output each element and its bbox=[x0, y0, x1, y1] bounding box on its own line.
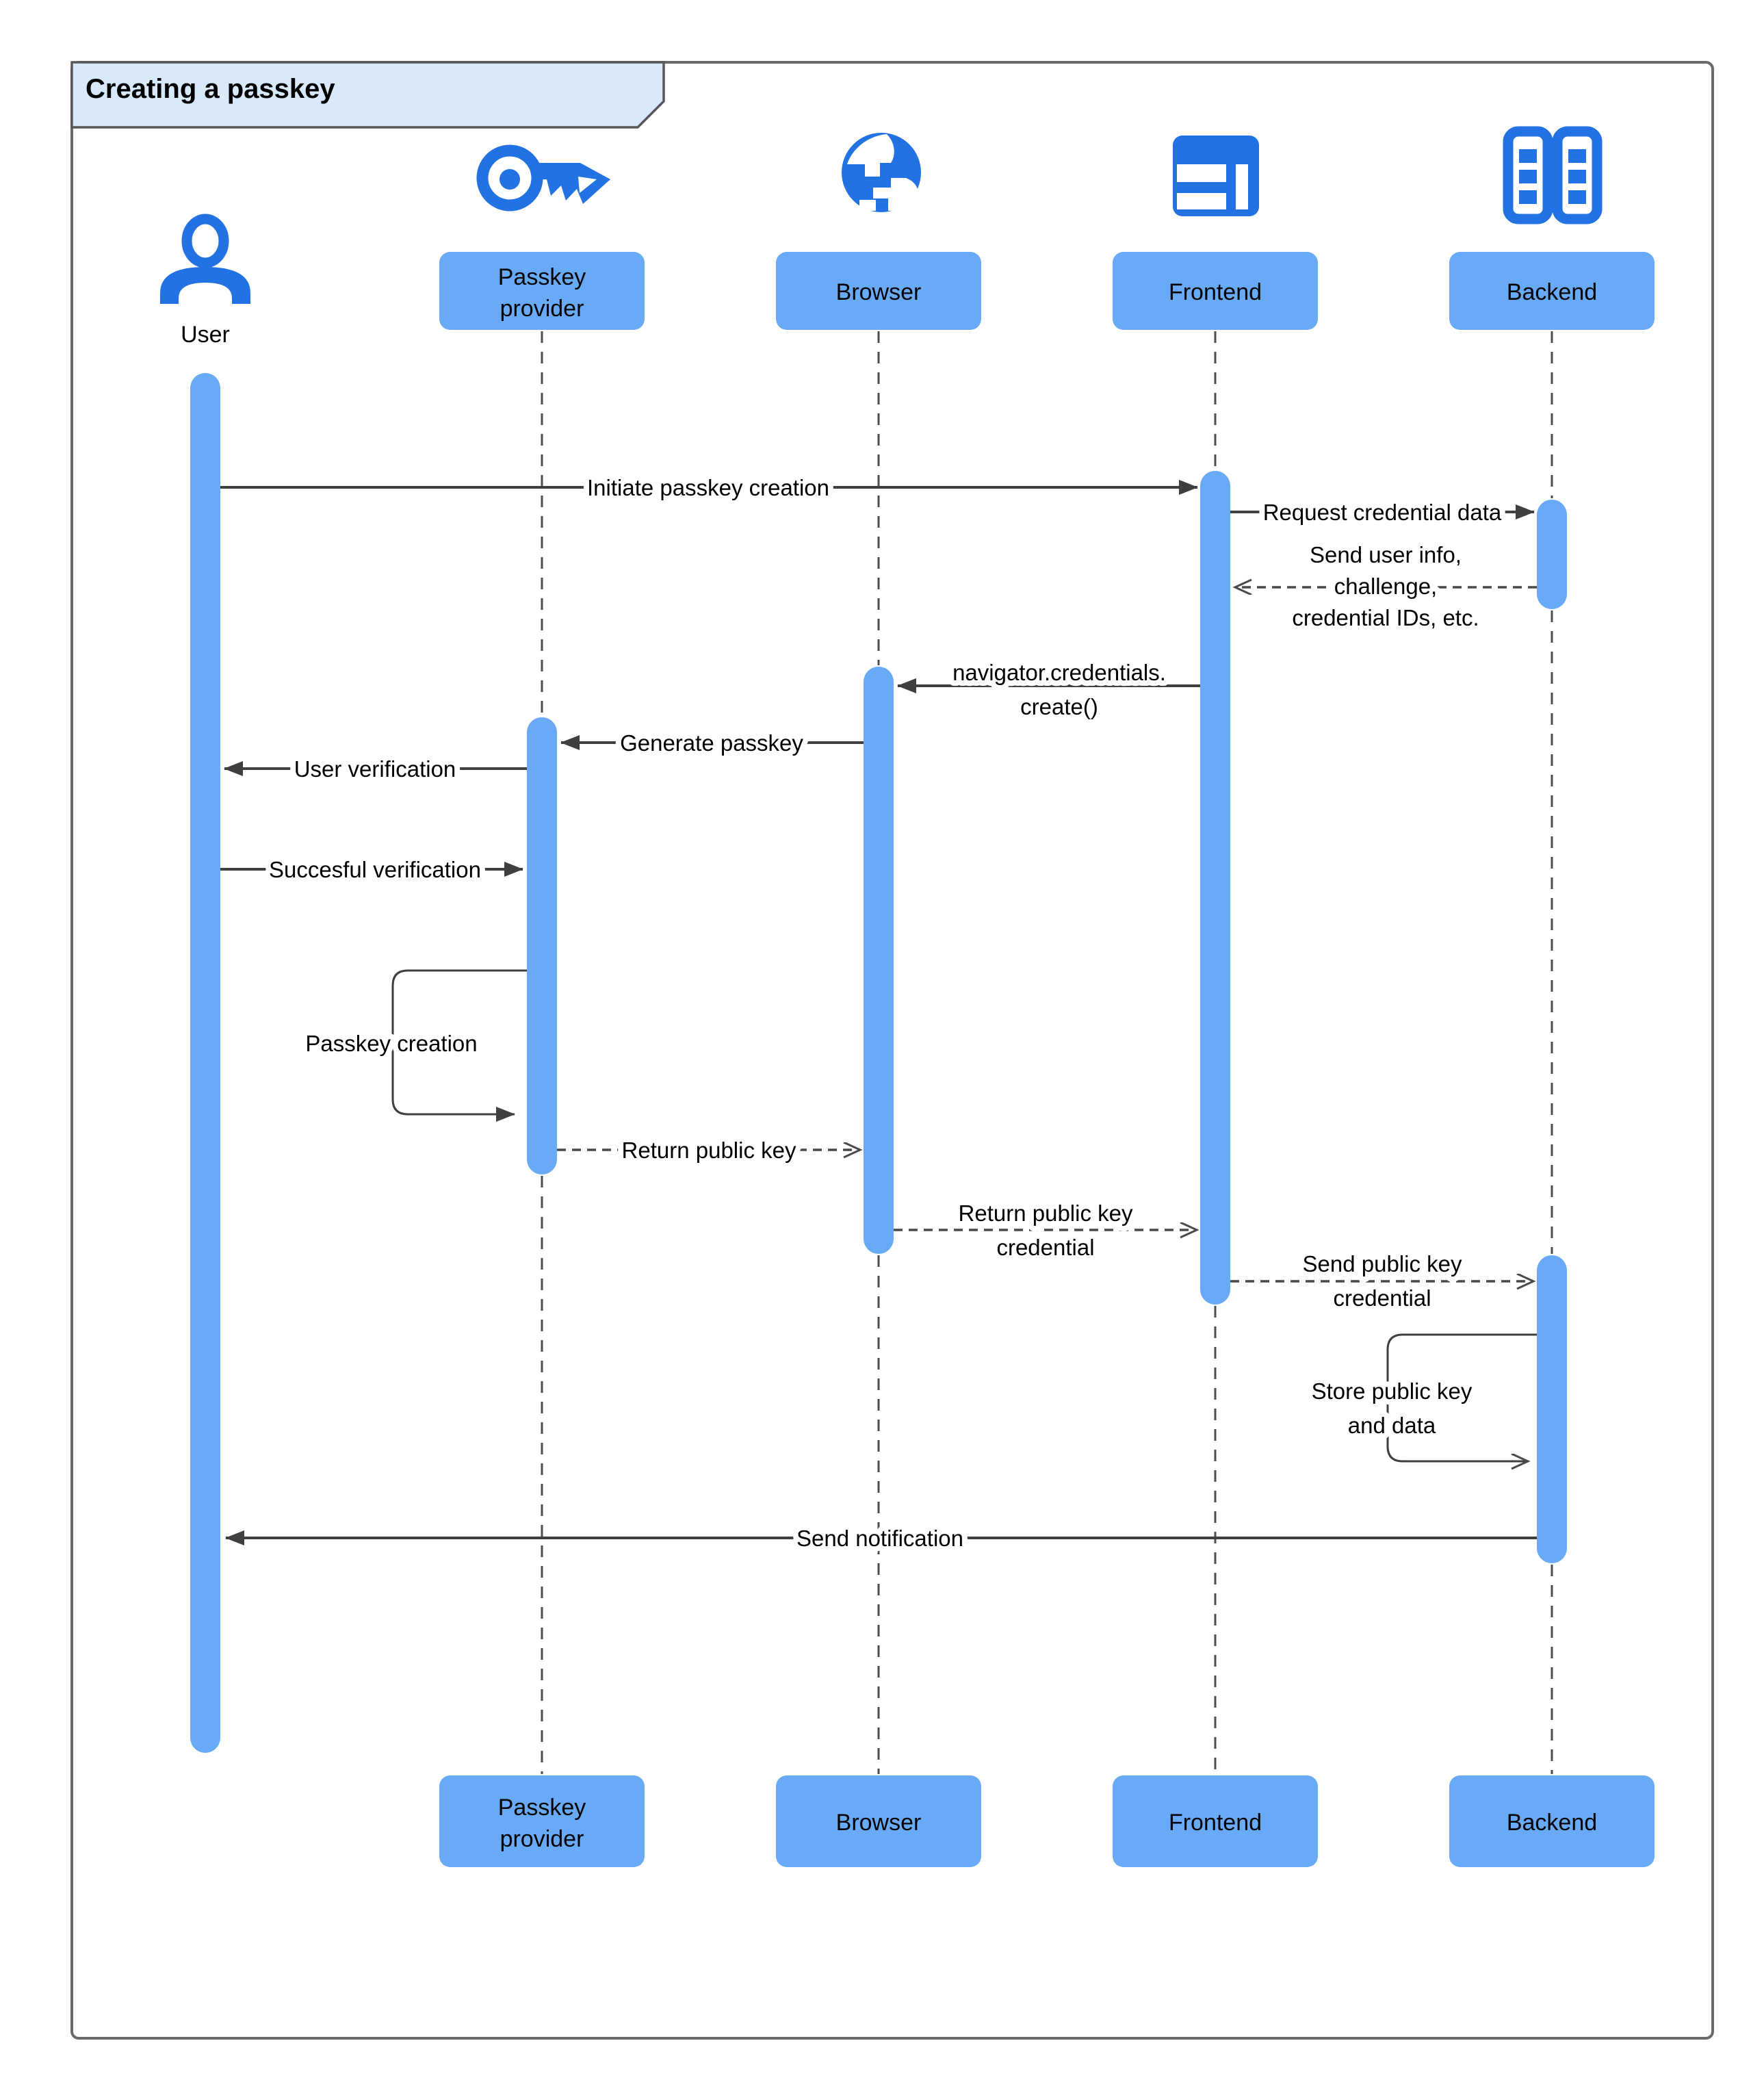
msg-initiate-label: Initiate passkey creation bbox=[586, 475, 830, 500]
msg-store-line1: Store public key bbox=[1311, 1378, 1473, 1404]
actor-backend-top bbox=[1449, 252, 1655, 330]
backend-activation-bar-2 bbox=[1537, 1255, 1567, 1563]
backend-activation-bar-1 bbox=[1537, 500, 1567, 609]
actor-frontend-top bbox=[1113, 252, 1318, 330]
msg-send-user-info-line1: Send user info, bbox=[1310, 542, 1462, 567]
actor-passkey-bottom-line2: provider bbox=[500, 1826, 584, 1852]
actor-passkey-provider-top bbox=[439, 252, 645, 330]
passkey-activation-bar bbox=[527, 717, 557, 1174]
msg-send-notification-label: Send notification bbox=[796, 1526, 964, 1551]
msg-return-public-key-label: Return public key bbox=[621, 1138, 796, 1163]
msg-send-user-info-line3: credential IDs, etc. bbox=[1292, 605, 1479, 630]
msg-request-credential-label: Request credential data bbox=[1262, 500, 1502, 525]
actor-passkey-label-line2: provider bbox=[500, 296, 584, 322]
msg-passkey-creation-label: Passkey creation bbox=[305, 1031, 478, 1056]
user-activation-bar bbox=[190, 373, 220, 1753]
backend-servers-icon bbox=[1508, 131, 1597, 219]
actor-user-label: User bbox=[181, 322, 230, 348]
browser-activation-bar bbox=[864, 667, 894, 1254]
diagram-title: Creating a passkey bbox=[86, 74, 335, 104]
frontend-window-icon bbox=[1173, 136, 1259, 216]
actor-frontend-label: Frontend bbox=[1168, 279, 1262, 305]
actor-passkey-label-line1: Passkey bbox=[497, 264, 586, 290]
browser-globe-icon bbox=[842, 133, 921, 212]
msg-succesful-verification-label: Succesful verification bbox=[269, 857, 481, 882]
actor-browser-bottom bbox=[776, 1775, 981, 1867]
actor-backend-bottom-label: Backend bbox=[1506, 1810, 1598, 1836]
actor-browser-bottom-label: Browser bbox=[835, 1810, 922, 1836]
actor-backend-label: Backend bbox=[1506, 279, 1598, 305]
msg-navigator-create-line1: navigator.credentials. bbox=[952, 660, 1166, 685]
msg-send-user-info-line2: challenge, bbox=[1334, 574, 1438, 599]
actor-backend-bottom bbox=[1449, 1775, 1655, 1867]
actor-passkey-bottom-line1: Passkey bbox=[497, 1795, 586, 1821]
msg-return-pkc-line2: credential bbox=[996, 1235, 1095, 1260]
actor-passkey-provider-bottom bbox=[439, 1775, 645, 1867]
actor-browser-top bbox=[776, 252, 981, 330]
actor-frontend-bottom-label: Frontend bbox=[1168, 1810, 1262, 1836]
msg-user-verification-label: User verification bbox=[294, 756, 456, 782]
frontend-activation-bar bbox=[1200, 471, 1230, 1305]
msg-navigator-create-line2: create() bbox=[1020, 694, 1098, 719]
msg-send-pkc-line2: credential bbox=[1333, 1285, 1431, 1311]
msg-generate-passkey-label: Generate passkey bbox=[620, 730, 803, 756]
msg-send-pkc-line1: Send public key bbox=[1302, 1251, 1462, 1276]
actor-frontend-bottom bbox=[1113, 1775, 1318, 1867]
msg-store-line2: and data bbox=[1347, 1413, 1436, 1438]
msg-return-pkc-line1: Return public key bbox=[958, 1200, 1133, 1226]
actor-browser-label: Browser bbox=[835, 279, 922, 305]
